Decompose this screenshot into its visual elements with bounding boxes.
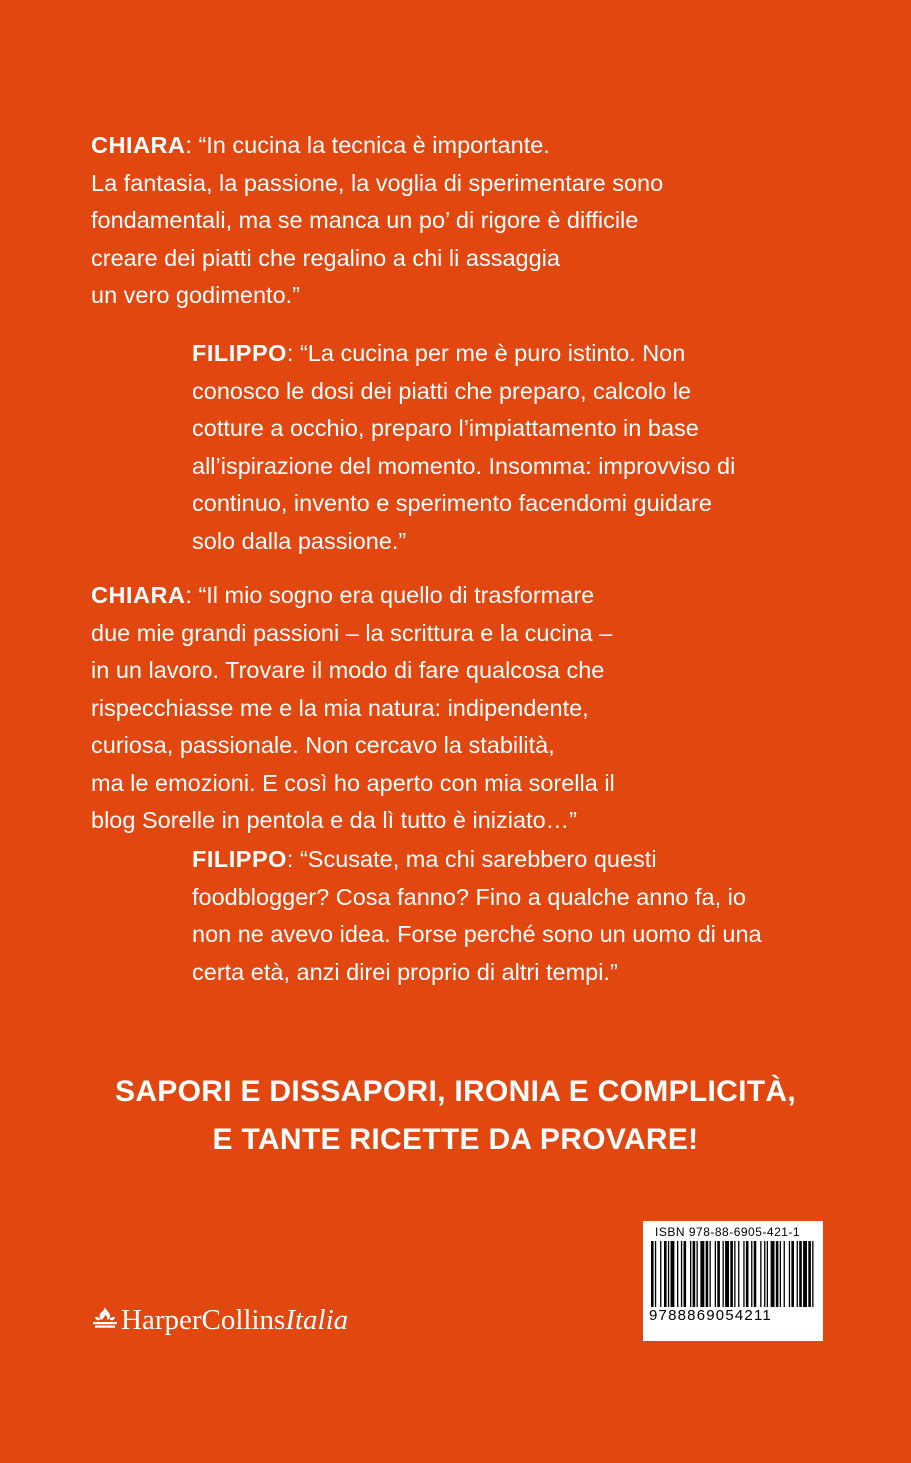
publisher-name: HarperCollins <box>121 1303 286 1336</box>
barcode-bar <box>664 1241 667 1307</box>
barcode-bar <box>706 1241 709 1307</box>
barcode-bar <box>690 1241 691 1307</box>
flame-over-water-icon <box>92 1307 118 1329</box>
isbn-number: ISBN 978-88-6905-421-1 <box>655 1225 801 1239</box>
barcode-bar <box>776 1241 779 1307</box>
barcode-bar <box>677 1241 678 1307</box>
barcode-bar <box>693 1241 696 1307</box>
speaker-name: FILIPPO <box>192 340 287 366</box>
barcode-bar <box>764 1241 765 1307</box>
barcode-bar <box>789 1241 790 1307</box>
barcode-bar <box>668 1241 669 1307</box>
barcode-bar <box>767 1241 768 1307</box>
barcode-bar <box>812 1241 813 1307</box>
barcode-bar <box>754 1241 757 1307</box>
speaker-name: CHIARA <box>91 582 186 608</box>
barcode-bar <box>803 1241 807 1307</box>
barcode-bar <box>671 1241 675 1307</box>
barcode-bar <box>660 1241 661 1307</box>
quote-chiara-technique <box>91 127 663 315</box>
barcode-bar <box>715 1241 716 1307</box>
ean-digits: 9788869054211 <box>649 1307 772 1324</box>
barcode-bar <box>751 1241 752 1307</box>
barcode-bar <box>651 1241 654 1307</box>
speaker-name: CHIARA <box>91 132 186 158</box>
barcode-bar <box>743 1241 744 1307</box>
speaker-name: FILIPPO <box>192 846 287 872</box>
barcode-bar <box>771 1241 775 1307</box>
quote-filippo-instinct <box>192 335 735 560</box>
quote-text: : “Scusate, ma chi sarebbero questi foodblogger? Cosa fanno? Fino a qualche anno fa, io non ne avevo idea. Forse perché sono un uomo di una certa età, anzi direi proprio di altri tempi.” <box>192 846 762 985</box>
quote-text: : “Il mio sogno era quello di trasformare due mie grandi passioni – la scrittura e la cucina – in un lavoro. Trovare il modo di fare qualcosa che rispecchiasse me e la mia natura: indipendente, curiosa, passionale. Non cercavo la stabilità, ma le emozioni. E così ho aperto con mia sorella il blog Sorelle in pentola e da lì tutto è iniziato…” <box>91 582 615 833</box>
isbn-barcode <box>643 1221 823 1341</box>
barcode-bar <box>780 1241 781 1307</box>
barcode-bar <box>730 1241 733 1307</box>
barcode-bar <box>717 1241 720 1307</box>
barcode-bar <box>791 1241 794 1307</box>
barcode-bar <box>655 1241 656 1307</box>
quote-filippo-foodblogger <box>192 841 762 991</box>
barcode-bar <box>734 1241 735 1307</box>
publisher-name-italic: Italia <box>285 1303 349 1336</box>
barcode-bar <box>697 1241 698 1307</box>
quote-text: : “La cucina per me è puro istinto. Non conosco le dosi dei piatti che preparo, calcolo le cotture a occhio, preparo l’impiattamento in base all’ispirazione del momento. Insomma: improvviso di continuo, invento e sperimento facendomi guidare solo dalla passione.” <box>192 340 736 554</box>
barcode-bar <box>784 1241 785 1307</box>
quote-text: : “In cucina la tecnica è importante. La fantasia, la passione, la voglia di sperimentare sono fondamentali, ma se manca un po’ di rigore è difficile creare dei piatti che regalino a chi li assaggia un vero godimento.” <box>91 132 664 308</box>
barcode-bar <box>710 1241 711 1307</box>
barcode-bar <box>700 1241 704 1307</box>
barcode-bar <box>738 1241 739 1307</box>
barcode-bar <box>746 1241 749 1307</box>
barcode-bar <box>681 1241 682 1307</box>
publisher-logo <box>92 1300 348 1340</box>
tagline-line-2: E TANTE RICETTE DA PROVARE! <box>212 1123 699 1156</box>
barcode-bar <box>760 1241 761 1307</box>
barcode-bar <box>725 1241 729 1307</box>
barcode-bar <box>797 1241 798 1307</box>
quote-chiara-dream <box>91 577 615 840</box>
barcode-bar <box>808 1241 811 1307</box>
barcode-bar <box>684 1241 687 1307</box>
barcode-bar <box>799 1241 802 1307</box>
tagline-line-1: SAPORI E DISSAPORI, IRONIA E COMPLICITÀ, <box>115 1075 796 1108</box>
tagline <box>0 1068 911 1164</box>
barcode-bars <box>649 1241 817 1307</box>
barcode-bar <box>723 1241 724 1307</box>
